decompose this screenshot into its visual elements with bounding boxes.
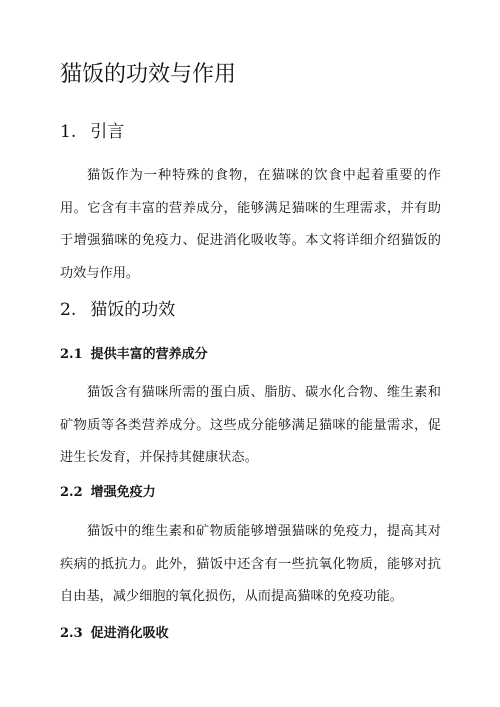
section-heading-intro (60, 120, 124, 144)
subsection-number: 2.3 (60, 626, 83, 641)
section-heading-benefits (60, 298, 175, 322)
section-title: 猫饭的功效 (90, 300, 176, 320)
section-title: 引言 (90, 122, 125, 142)
intro-paragraph: 猫饭作为一种特殊的食物，在猫咪的饮食中起着重要的作用。它含有丰富的营养成分，能够满足猫咪的生理需求，并有助于增强猫咪的免疫力、促进消化吸收等。本文将详细介绍猫饭的功效与作用。 (60, 168, 441, 281)
subsection-number: 2.2 (60, 485, 83, 500)
document-title: 猫饭的功效与作用 (60, 62, 237, 87)
immunity-paragraph: 猫饭中的维生素和矿物质能够增强猫咪的免疫力，提高其对疾病的抵抗力。此外，猫饭中还含有一些抗氧化物质，能够对抗自由基，减少细胞的氧化损伤，从而提高猫咪的免疫功能。 (60, 524, 441, 604)
nutrition-paragraph: 猫饭含有猫咪所需的蛋白质、脂肪、碳水化合物、维生素和矿物质等各类营养成分。这些成分能够满足猫咪的能量需求，促进生长发育，并保持其健康状态。 (60, 385, 441, 465)
section-number: 2. (60, 300, 77, 320)
subsection-title: 提供丰富的营养成分 (90, 347, 208, 362)
subsection-heading-immunity (60, 483, 156, 503)
subsection-heading-digestion (60, 624, 169, 644)
subsection-title: 增强免疫力 (90, 485, 156, 500)
subsection-title: 促进消化吸收 (90, 626, 169, 641)
subsection-number: 2.1 (60, 347, 83, 362)
subsection-heading-nutrition (60, 345, 208, 365)
section-number: 1. (60, 122, 77, 142)
